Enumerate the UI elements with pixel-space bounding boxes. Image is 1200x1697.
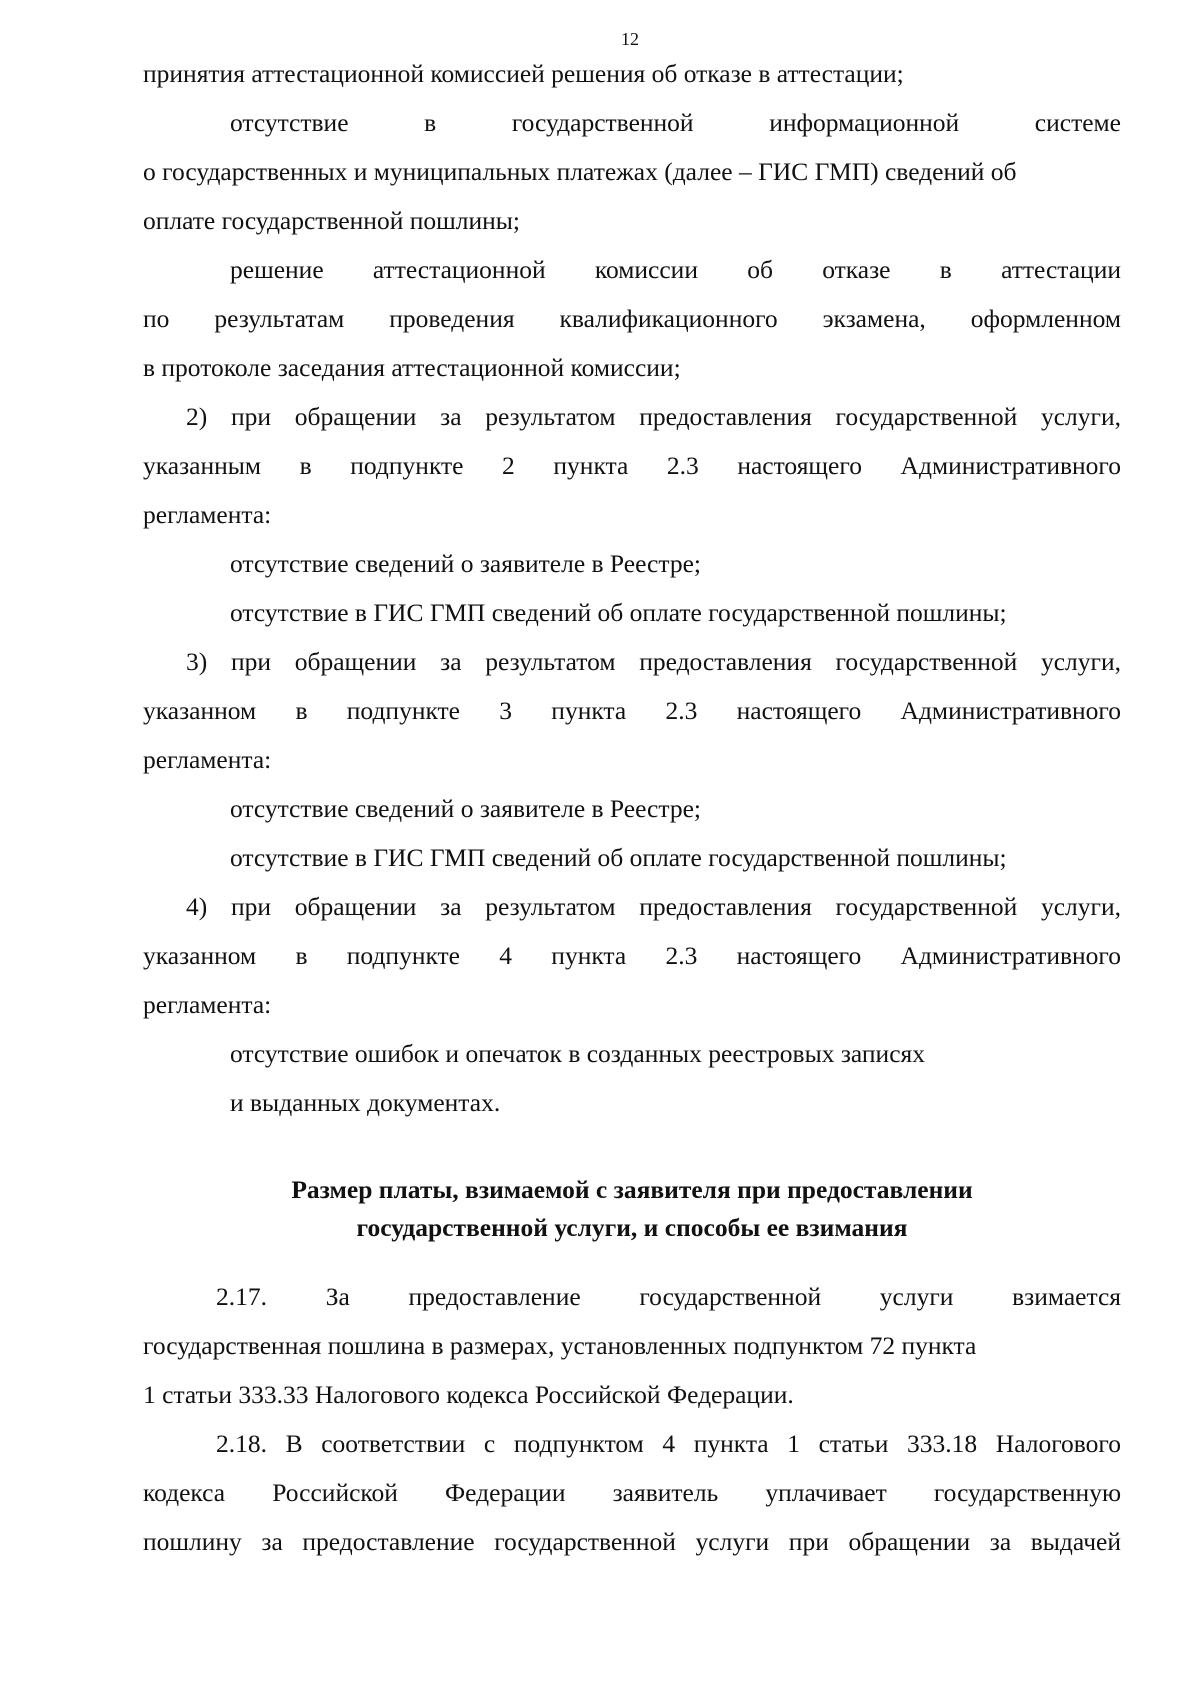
heading-line: государственной услуги, и способы ее взимания	[356, 1213, 908, 1242]
text-line: отсутствие ошибок и опечаток в созданных реестровых записях	[230, 1039, 925, 1068]
text-line: о государственных и муниципальных платежах (далее – ГИС ГМП) сведений об	[143, 157, 1017, 186]
text-line: пошлину за предоставление государственной услуги при обращении за выдачей	[143, 1527, 1121, 1556]
text-line: в протоколе заседания аттестационной комиссии;	[143, 353, 681, 382]
text-line: по результатам проведения квалификационного экзамена, оформленном	[143, 304, 1121, 333]
text-line: регламента:	[143, 990, 272, 1019]
text-line: 2.18. В соответствии с подпунктом 4 пункта 1 статьи 333.18 Налогового	[216, 1429, 1121, 1458]
text-line: отсутствие сведений о заявителе в Реестре;	[230, 794, 701, 823]
text-line: отсутствие в ГИС ГМП сведений об оплате государственной пошлины;	[230, 598, 1007, 627]
text-line: указанном в подпункте 3 пункта 2.3 настоящего Административного	[143, 696, 1121, 725]
text-line: кодекса Российской Федерации заявитель уплачивает государственную	[143, 1478, 1121, 1507]
heading-line: Размер платы, взимаемой с заявителя при предоставлении	[291, 1175, 973, 1204]
text-line: 1 статьи 333.33 Налогового кодекса Российской Федерации.	[143, 1380, 794, 1409]
text-line: указанном в подпункте 4 пункта 2.3 настоящего Административного	[143, 941, 1121, 970]
text-line: регламента:	[143, 500, 272, 529]
text-line: 3) при обращении за результатом предоставления государственной услуги,	[186, 647, 1121, 676]
text-line: государственная пошлина в размерах, установленных подпунктом 72 пункта	[143, 1331, 977, 1360]
text-line: 2.17. За предоставление государственной услуги взимается	[216, 1282, 1121, 1311]
text-line: отсутствие в государственной информационной системе	[230, 108, 1121, 137]
text-line: 2) при обращении за результатом предоставления государственной услуги,	[186, 402, 1121, 431]
text-line: оплате государственной пошлины;	[143, 206, 520, 235]
text-line: отсутствие сведений о заявителе в Реестре;	[230, 549, 701, 578]
text-line: решение аттестационной комиссии об отказе в аттестации	[230, 255, 1121, 284]
document-body	[143, 49, 1121, 1566]
section-heading	[143, 1171, 1121, 1247]
text-line: и выданных документах.	[230, 1088, 501, 1117]
page-number: 12	[621, 29, 639, 49]
text-line: регламента:	[143, 745, 272, 774]
text-line: отсутствие в ГИС ГМП сведений об оплате государственной пошлины;	[230, 843, 1007, 872]
text-line: 4) при обращении за результатом предоставления государственной услуги,	[186, 892, 1121, 921]
text-line: принятия аттестационной комиссией решения об отказе в аттестации;	[143, 59, 904, 88]
text-line: указанным в подпункте 2 пункта 2.3 настоящего Административного	[143, 451, 1121, 480]
